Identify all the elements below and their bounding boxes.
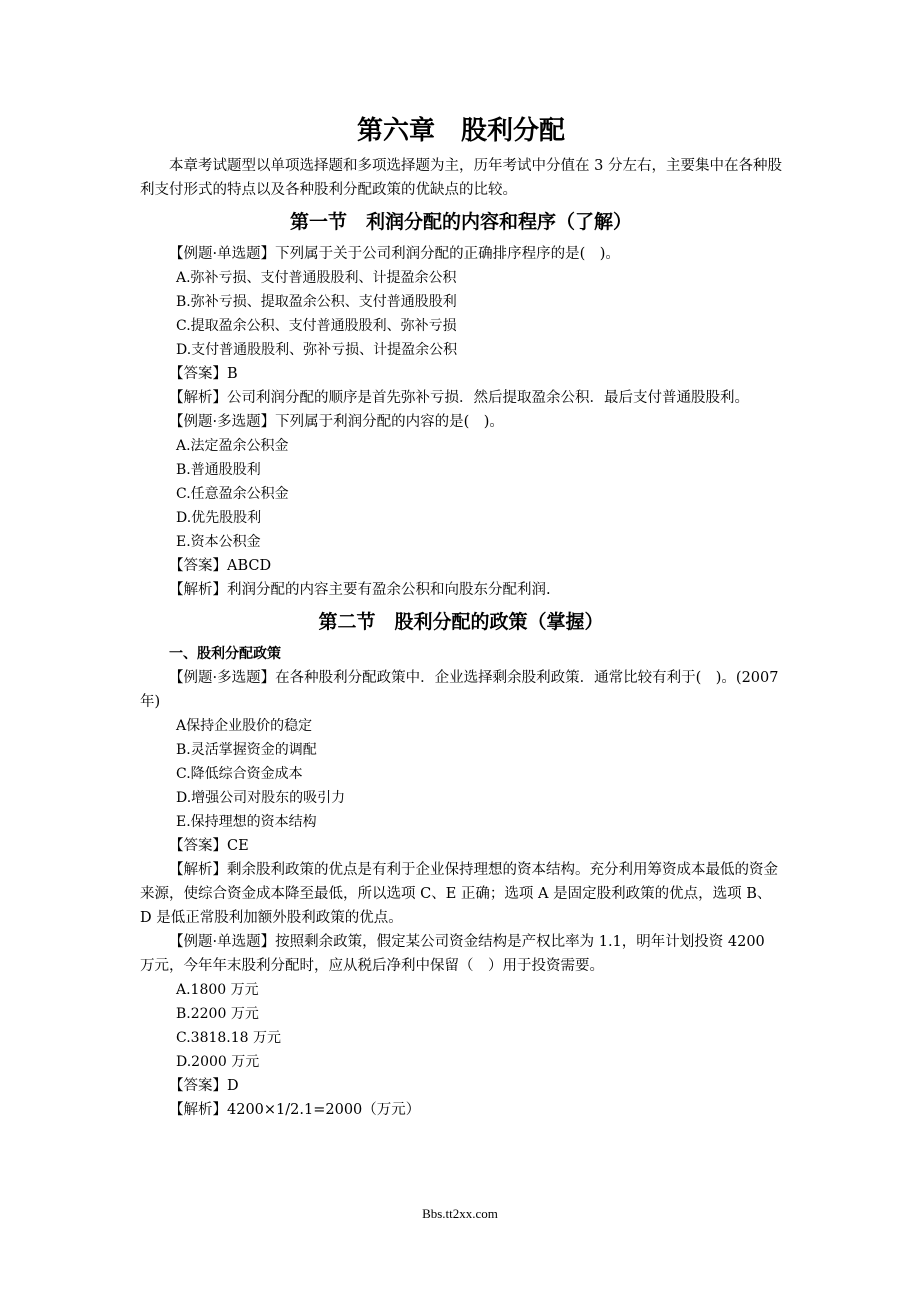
answer-text: 【答案】B [169, 366, 238, 382]
analysis-text: 【解析】利润分配的内容主要有盈余公积和向股东分配利润. [169, 582, 551, 598]
question-text: 【例题·多选题】下列属于利润分配的内容的是( )。 [169, 414, 504, 430]
option-b: B.弥补亏损、提取盈余公积、支付普通股股利 [176, 294, 457, 310]
page-content [140, 112, 782, 1122]
option-d: D.支付普通股股利、弥补亏损、计提盈余公积 [176, 342, 458, 358]
option-a: A.弥补亏损、支付普通股股利、计提盈余公积 [176, 270, 457, 286]
option-e: E.资本公积金 [176, 534, 261, 550]
option-c: C.3818.18 万元 [176, 1030, 282, 1046]
option-b: B.2200 万元 [176, 1006, 259, 1022]
option-e: E.保持理想的资本结构 [176, 814, 317, 830]
question-text: 【例题·单选题】下列属于关于公司利润分配的正确排序程序的是( )。 [169, 246, 620, 262]
section-1-title: 第一节 利润分配的内容和程序（了解） [289, 211, 632, 233]
option-b: B.灵活掌握资金的调配 [176, 742, 317, 758]
option-c: C.提取盈余公积、支付普通股股利、弥补亏损 [176, 318, 457, 334]
answer-text: 【答案】ABCD [169, 558, 272, 574]
question-block [140, 930, 782, 1122]
option-d: D.2000 万元 [176, 1054, 260, 1070]
subheading: 一、股利分配政策 [169, 646, 281, 662]
option-b: B.普通股股利 [176, 462, 261, 478]
question-text: 【例题·多选题】在各种股利分配政策中．企业选择剩余股利政策．通常比较有利于( )。(2007 年) [140, 670, 779, 710]
footer-url: Bbs.tt2xx.com [422, 1206, 498, 1221]
answer-text: 【答案】CE [169, 838, 249, 854]
option-c: C.任意盈余公积金 [176, 486, 289, 502]
question-text: 【例题·单选题】按照剩余政策，假定某公司资金结构是产权比率为 1.1，明年计划投资 4200 万元，今年年末股利分配时，应从税后净利中保留（ ）用于投资需要。 [140, 934, 765, 974]
option-a: A.1800 万元 [176, 982, 259, 998]
option-a: A保持企业股价的稳定 [176, 718, 313, 734]
answer-text: 【答案】D [169, 1078, 239, 1094]
option-a: A.法定盈余公积金 [176, 438, 289, 454]
analysis-text: 【解析】公司利润分配的顺序是首先弥补亏损．然后提取盈余公积．最后支付普通股股利。 [169, 390, 749, 406]
section-2-title: 第二节 股利分配的政策（掌握） [318, 611, 604, 633]
analysis-text: 【解析】4200×1/2.1=2000（万元） [169, 1102, 421, 1118]
option-d: D.优先股股利 [176, 510, 262, 526]
option-c: C.降低综合资金成本 [176, 766, 303, 782]
chapter-intro: 本章考试题型以单项选择题和多项选择题为主，历年考试中分值在 3 分左右，主要集中在各种股利支付形式的特点以及各种股利分配政策的优缺点的比较。 [140, 158, 782, 198]
question-block [140, 242, 782, 410]
question-block [140, 410, 782, 602]
option-d: D.增强公司对股东的吸引力 [176, 790, 346, 806]
chapter-title: 第六章 股利分配 [356, 116, 565, 146]
question-block [140, 666, 782, 930]
analysis-text: 【解析】剩余股利政策的优点是有利于企业保持理想的资本结构。充分利用筹资成本最低的资金来源，使综合资金成本降至最低，所以选项 C、E 正确；选项 A 是固定股利政策的优点，选项 B、D 是低正常股利加额外股利政策的优点。 [140, 862, 778, 926]
